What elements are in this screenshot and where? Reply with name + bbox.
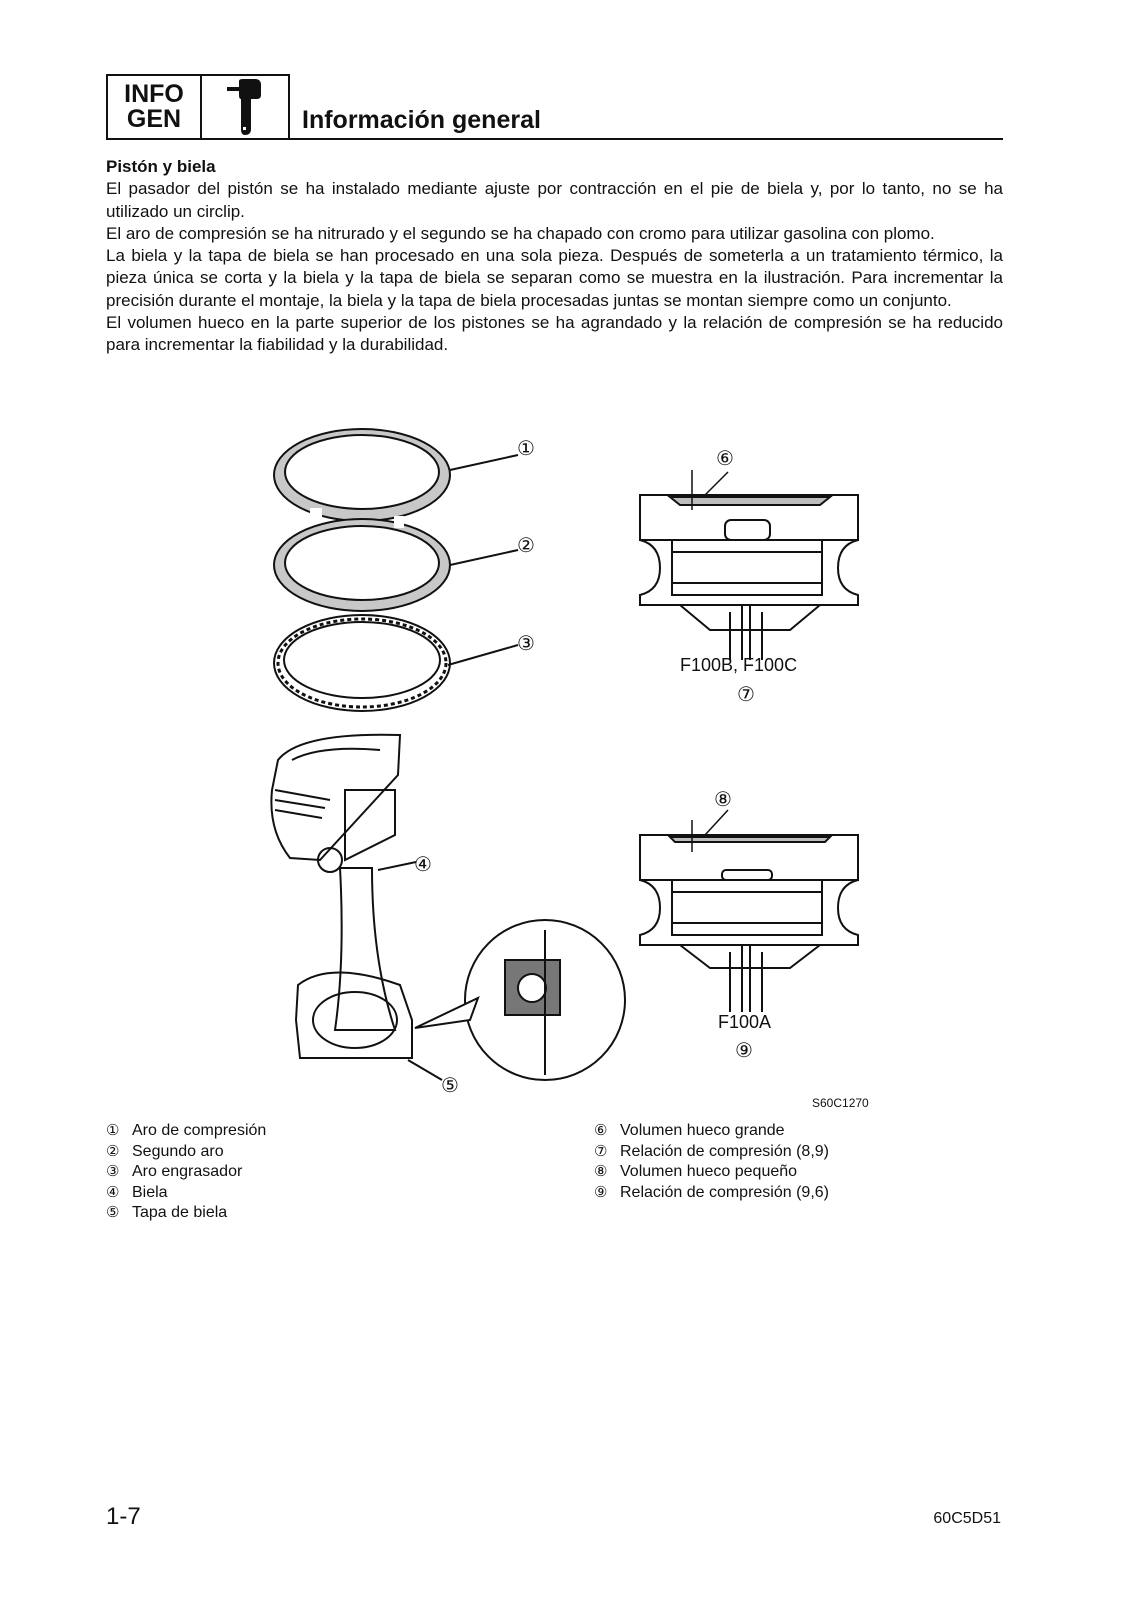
legend-label: Relación de compresión (8,9)	[620, 1142, 829, 1160]
legend-item	[594, 1121, 829, 1142]
legend-item	[594, 1183, 829, 1204]
callout-8: ⑧	[714, 789, 732, 811]
page-title: Información general	[302, 106, 541, 134]
section-code-line2: GEN	[126, 105, 182, 133]
paragraph: El volumen hueco en la parte superior de los pistones se ha agrandado y la relación de compresión se ha reducido para incrementar la fiabilidad y la durabilidad.	[106, 313, 1003, 355]
page-number: 1-7	[106, 1503, 141, 1530]
callout-2: ②	[517, 535, 535, 557]
callout-6: ⑥	[716, 448, 734, 470]
legend-item	[594, 1142, 829, 1163]
document-code: 60C5D51	[933, 1510, 1001, 1527]
legend-number: ①	[106, 1122, 120, 1139]
legend-item	[106, 1162, 266, 1183]
figure-code: S60C1270	[812, 1096, 869, 1110]
legend-number: ⑨	[594, 1183, 608, 1201]
compression-ring-drawing	[274, 429, 518, 521]
callout-4: ④	[414, 854, 432, 876]
legend-item	[106, 1183, 266, 1204]
callout-3: ③	[517, 633, 535, 655]
paragraph: La biela y la tapa de biela se han procesado en una sola pieza. Después de someterla a un tratamiento térmico, la pieza única se corta y la biela y la tapa de biela se separan como se muestra en la ilustración. Para incrementar la precisión durante el montaje, la biela y la tapa de biela procesadas juntas se montan siempre como un conjunto.	[106, 246, 1003, 310]
legend-label: Aro engrasador	[132, 1163, 243, 1180]
legend-left	[106, 1121, 266, 1224]
piston-model-label-a: F100A	[718, 1012, 772, 1032]
callout-7: ⑦	[737, 684, 755, 706]
piston-model-label-b-c: F100B, F100C	[680, 655, 798, 675]
legend-label: Relación de compresión (9,6)	[620, 1183, 829, 1201]
legend-number: ⑤	[106, 1204, 120, 1221]
legend-number: ②	[106, 1142, 120, 1160]
legend-label: Volumen hueco grande	[620, 1122, 785, 1139]
legend-item	[594, 1162, 829, 1183]
legend-label: Segundo aro	[132, 1142, 224, 1160]
oil-ring-drawing	[274, 615, 518, 711]
legend-label: Aro de compresión	[132, 1122, 267, 1139]
callout-9: ⑨	[735, 1040, 753, 1062]
legend-number: ⑥	[594, 1122, 608, 1139]
callout-1: ①	[517, 438, 535, 460]
legend-number: ⑧	[594, 1163, 608, 1180]
paragraph: El pasador del pistón se ha instalado mediante ajuste por contracción en el pie de biela y, por lo tanto, no se ha utilizado un circlip.	[106, 179, 1003, 221]
callout-5: ⑤	[441, 1075, 459, 1097]
legend-number: ③	[106, 1163, 120, 1180]
legend-item	[106, 1142, 266, 1163]
legend-number: ⑦	[594, 1142, 608, 1160]
legend-label: Biela	[132, 1183, 168, 1201]
second-ring-drawing	[274, 516, 518, 611]
legend-item	[106, 1203, 266, 1224]
piston-section-large-volume	[640, 470, 858, 660]
fracture-split-detail-drawing	[415, 920, 625, 1080]
legend-label: Volumen hueco pequeño	[620, 1163, 798, 1180]
legend-number: ④	[106, 1183, 120, 1201]
section-heading: Pistón y biela	[106, 157, 216, 176]
piston-section-small-volume	[640, 810, 858, 1012]
legend-right	[594, 1121, 829, 1203]
legend-label: Tapa de biela	[132, 1204, 228, 1221]
section-code-line1: INFO	[124, 80, 184, 108]
legend-item	[106, 1121, 266, 1142]
paragraph: El aro de compresión se ha nitrurado y el segundo se ha chapado con cromo para utilizar gasolina con plomo.	[106, 223, 935, 243]
